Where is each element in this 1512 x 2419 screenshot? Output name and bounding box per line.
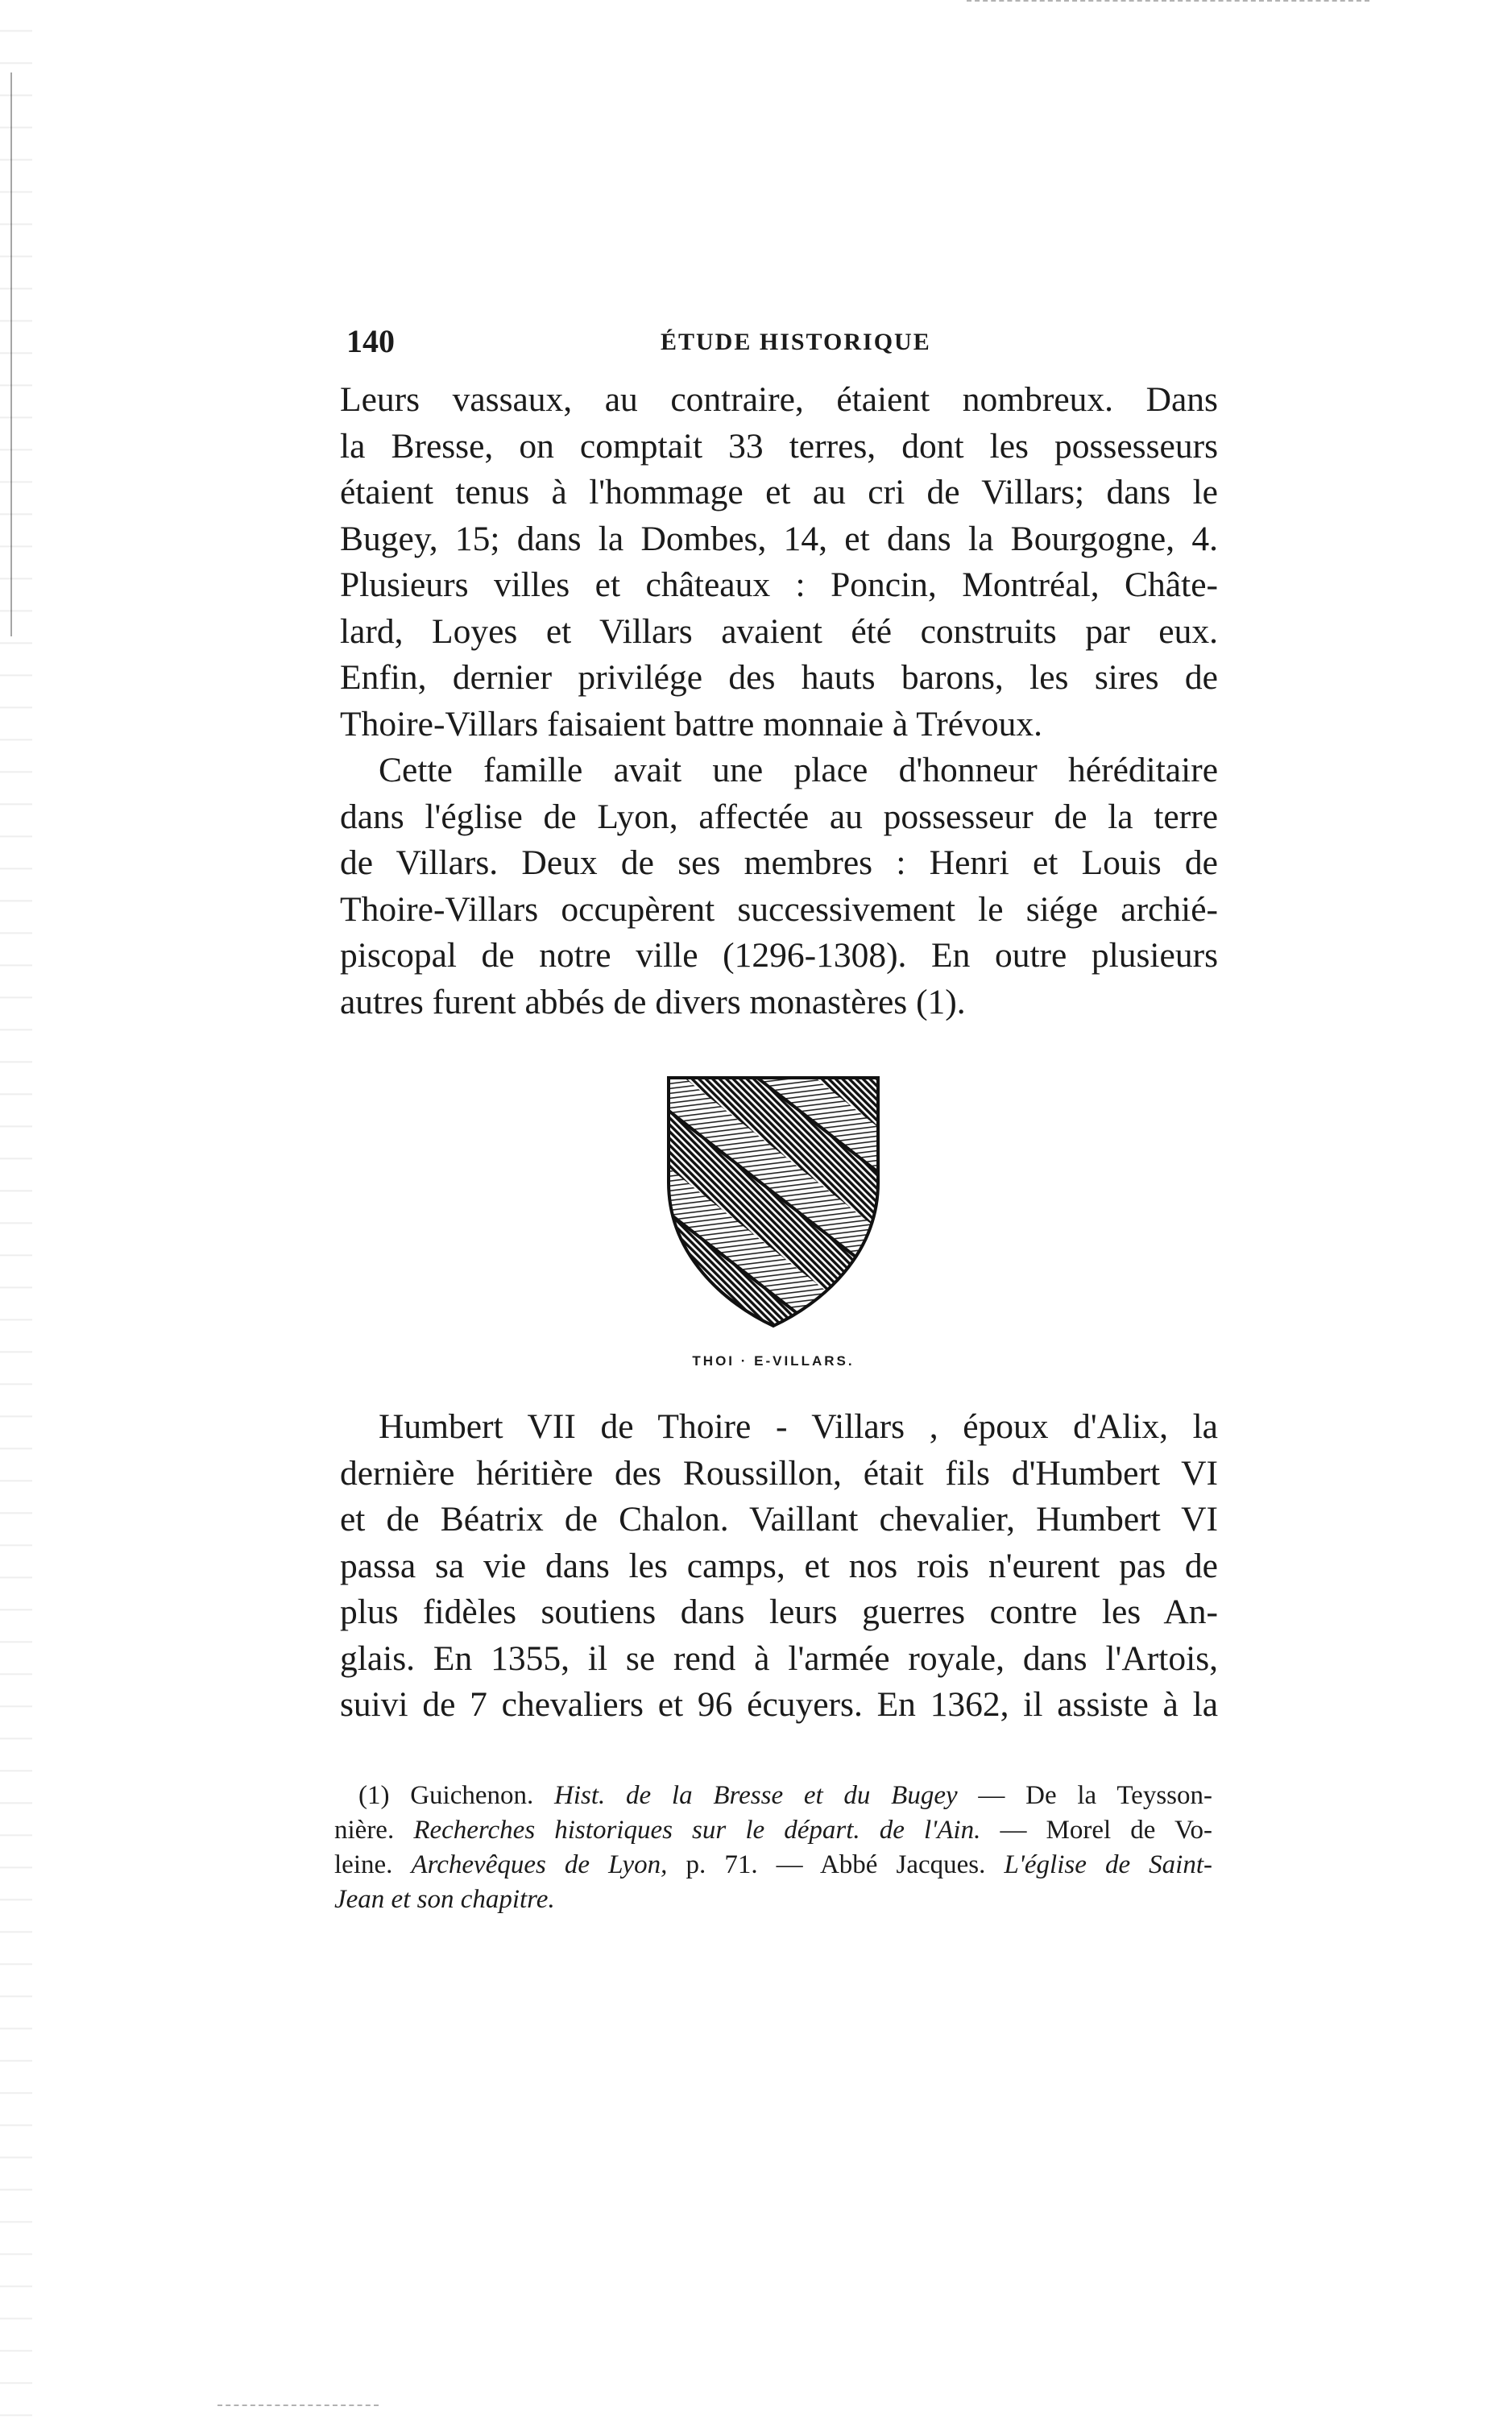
footnote-text: (1) Guichenon. bbox=[358, 1781, 534, 1810]
page-number: 140 bbox=[346, 323, 395, 359]
footnote bbox=[334, 1779, 1212, 1917]
figure-caption: THOI · E-VILLARS. bbox=[692, 1353, 855, 1369]
text-line: Plusieurs villes et châteaux : Poncin, Montréal, Châte- bbox=[340, 565, 1218, 604]
paragraph-family bbox=[340, 748, 1218, 1025]
text-line: Thoire-Villars occupèrent successivement le siége archié- bbox=[340, 889, 1218, 929]
footnote-title: Hist. de la Bresse et du Bugey bbox=[554, 1781, 958, 1810]
footnote-line bbox=[334, 1779, 1212, 1813]
footnote-title: Recherches historiques sur le départ. de l'Ain. bbox=[413, 1816, 981, 1845]
footnote-text: leine. bbox=[334, 1850, 393, 1879]
text-line: passa sa vie dans les camps, et nos rois n'eurent pas de bbox=[340, 1546, 1218, 1585]
scan-edge-artifacts bbox=[0, 0, 32, 2419]
paragraph-vassals bbox=[340, 377, 1218, 748]
text-line: autres furent abbés de divers monastères (1). bbox=[340, 982, 966, 1021]
footnote-title: Archevêques de Lyon, bbox=[411, 1850, 668, 1879]
footnote-title: L'église de Saint- bbox=[1004, 1850, 1213, 1879]
text-line: Enfin, dernier privilége des hauts barons, les sires de bbox=[340, 658, 1218, 697]
footnote-text: — Morel de Vo- bbox=[1000, 1816, 1213, 1845]
text-line: Cette famille avait une place d'honneur héréditaire bbox=[379, 751, 1218, 789]
footnote-line bbox=[334, 1848, 1212, 1883]
text-line: plus fidèles soutiens dans leurs guerres contre les An- bbox=[340, 1593, 1218, 1631]
text-line: Thoire-Villars faisaient battre monnaie à Trévoux. bbox=[340, 704, 1042, 744]
footnote-line bbox=[334, 1813, 1212, 1848]
text-line: suivi de 7 chevaliers et 96 écuyers. En 1362, il assiste à la bbox=[340, 1685, 1218, 1724]
running-title: ÉTUDE HISTORIQUE bbox=[661, 329, 931, 355]
scan-top-artifacts bbox=[967, 0, 1369, 6]
text-line: piscopal de notre ville (1296-1308). En outre plusieurs bbox=[340, 936, 1218, 975]
scan-edge-line bbox=[10, 72, 12, 636]
scan-bottom-artifacts bbox=[217, 2405, 379, 2409]
text-line: étaient tenus à l'hommage et au cri de Villars; dans le bbox=[340, 473, 1218, 512]
footnote-text: p. 71. — Abbé Jacques. bbox=[686, 1850, 986, 1879]
text-line: Leurs vassaux, au contraire, étaient nombreux. Dans bbox=[340, 380, 1218, 419]
text-line: dans l'église de Lyon, affectée au possesseur de la terre bbox=[340, 797, 1218, 836]
footnote-line: Jean et son chapitre. bbox=[334, 1885, 555, 1914]
coat-of-arms-figure bbox=[661, 1070, 886, 1368]
text-line: dernière héritière des Roussillon, était fils d'Humbert VI bbox=[340, 1453, 1218, 1493]
text-line: lard, Loyes et Villars avaient été construits par eux. bbox=[340, 611, 1218, 651]
text-line: et de Béatrix de Chalon. Vaillant chevalier, Humbert VI bbox=[340, 1500, 1218, 1539]
footnote-text: — De la Teysson- bbox=[978, 1781, 1212, 1810]
text-line: la Bresse, on comptait 33 terres, dont les possesseurs bbox=[340, 426, 1218, 466]
text-line: de Villars. Deux de ses membres : Henri et Louis de bbox=[340, 843, 1218, 882]
coat-of-arms-shield-icon bbox=[661, 1070, 886, 1336]
text-line: Bugey, 15; dans la Dombes, 14, et dans la Bourgogne, 4. bbox=[340, 519, 1218, 558]
paragraph-humbert bbox=[340, 1404, 1218, 1729]
footnote-text: nière. bbox=[334, 1816, 395, 1845]
text-line: glais. En 1355, il se rend à l'armée royale, dans l'Artois, bbox=[340, 1638, 1218, 1678]
running-head bbox=[346, 322, 1216, 371]
text-line: Humbert VII de Thoire - Villars , époux d'Alix, la bbox=[379, 1407, 1218, 1446]
